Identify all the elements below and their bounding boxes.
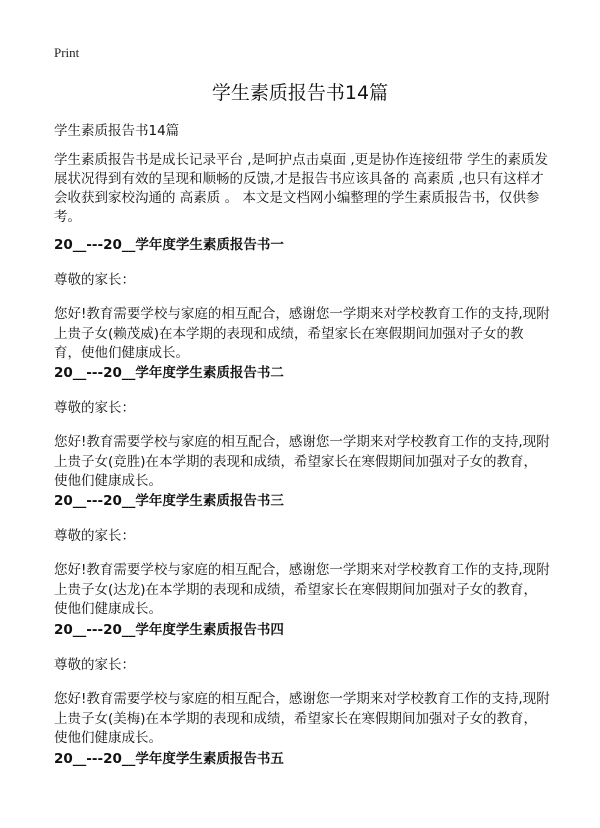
document-subtitle: 学生素质报告书14篇 bbox=[54, 123, 180, 139]
intro-paragraph: 学生素质报告书是成长记录平台 ,是呵护点击桌面 ,更是协作连接纽带 学生的素质发展状况得到有效的呈现和顺畅的反馈,才是报告书应该具备的 高素质 ,也只有这样才会收获到家校沟通的 高素质 。 本文是文档网小编整理的学生素质报告书，仅供参考。 bbox=[54, 152, 548, 225]
section-body: 您好!教育需要学校与家庭的相互配合，感谢您一学期来对学校教育工作的支持,现附上贵子女(赖茂威)在本学期的表现和成绩，希望家长在寒假期间加强对子女的教育，使他们健康成长。 bbox=[54, 306, 550, 361]
section-heading: 20__---20__学年度学生素质报告书三 bbox=[54, 493, 284, 509]
section-heading: 20__---20__学年度学生素质报告书二 bbox=[54, 365, 284, 381]
report-section-4 bbox=[54, 620, 550, 749]
report-section-2 bbox=[54, 363, 550, 492]
section-greeting: 尊敬的家长： bbox=[54, 528, 135, 544]
report-section-3 bbox=[54, 491, 550, 620]
report-section-5 bbox=[54, 749, 550, 769]
section-body: 您好!教育需要学校与家庭的相互配合，感谢您一学期来对学校教育工作的支持,现附上贵子女(达龙)在本学期的表现和成绩，希望家长在寒假期间加强对子女的教育，使他们健康成长。 bbox=[54, 562, 550, 617]
section-greeting: 尊敬的家长： bbox=[54, 657, 135, 673]
report-section-1 bbox=[54, 235, 550, 364]
section-greeting: 尊敬的家长： bbox=[54, 400, 135, 416]
section-heading: 20__---20__学年度学生素质报告书一 bbox=[54, 237, 284, 253]
print-label[interactable]: Print bbox=[54, 45, 80, 60]
section-heading: 20__---20__学年度学生素质报告书五 bbox=[54, 751, 284, 767]
section-body: 您好!教育需要学校与家庭的相互配合，感谢您一学期来对学校教育工作的支持,现附上贵子女(美梅)在本学期的表现和成绩，希望家长在寒假期间加强对子女的教育，使他们健康成长。 bbox=[54, 691, 550, 746]
section-greeting: 尊敬的家长： bbox=[54, 272, 135, 288]
section-body: 您好!教育需要学校与家庭的相互配合，感谢您一学期来对学校教育工作的支持,现附上贵子女(竞胜)在本学期的表现和成绩，希望家长在寒假期间加强对子女的教育，使他们健康成长。 bbox=[54, 434, 550, 489]
document-title: 学生素质报告书14篇 bbox=[211, 82, 389, 104]
section-heading: 20__---20__学年度学生素质报告书四 bbox=[54, 622, 284, 638]
